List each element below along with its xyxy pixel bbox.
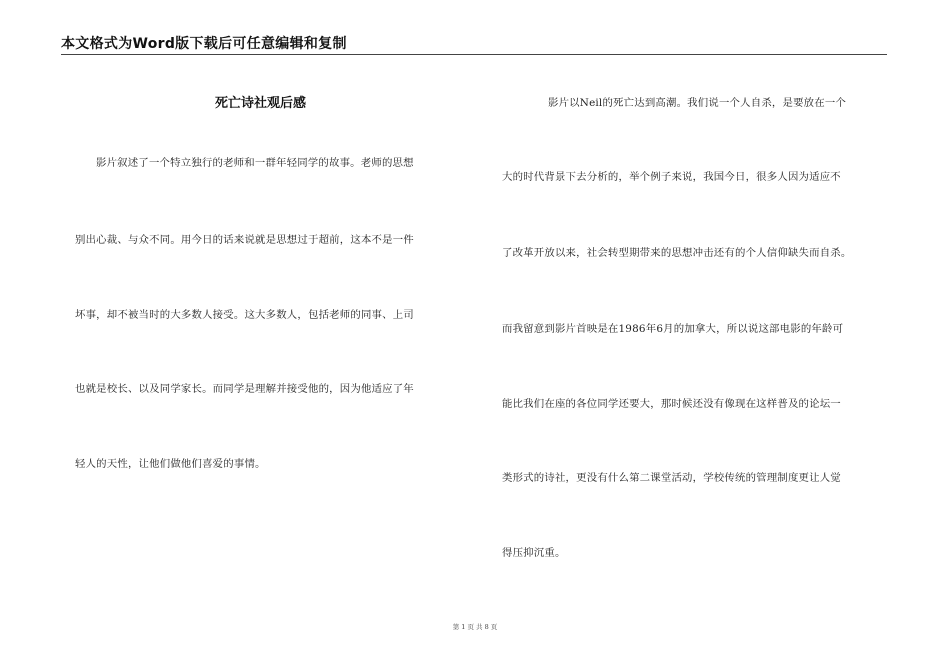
left-paragraph-line: 影片叙述了一个特立独行的老师和一群年轻同学的故事。老师的思想 (96, 157, 414, 169)
right-paragraph-line: 大的时代背景下去分析的，举个例子来说，我国今日，很多人因为适应不 (502, 171, 841, 183)
left-paragraph-line: 轻人的天性，让他们做他们喜爱的事情。 (75, 458, 266, 470)
document-header-banner: 本文格式为Word版下载后可任意编辑和复制 (61, 36, 347, 52)
document-title: 死亡诗社观后感 (215, 96, 307, 111)
right-paragraph-line: 了改革开放以来，社会转型期带来的思想冲击还有的个人信仰缺失而自杀。 (502, 247, 852, 259)
page-number-footer: 第 1 页 共 8 页 (452, 623, 498, 631)
left-paragraph-line: 别出心裁、与众不同。用今日的话来说就是思想过于超前，这本不是一件 (75, 234, 414, 246)
right-paragraph-line: 而我留意到影片首映是在1986年6月的加拿大，所以说这部电影的年龄可 (502, 323, 844, 335)
header-divider (61, 54, 887, 55)
right-paragraph-line: 影片以Neil的死亡达到高潮。我们说一个人自杀，是要放在一个 (548, 97, 847, 109)
right-paragraph-line: 得压抑沉重。 (502, 547, 566, 559)
right-paragraph-line: 类形式的诗社，更没有什么第二课堂活动，学校传统的管理制度更让人觉 (502, 472, 841, 484)
left-paragraph-line: 坏事，却不被当时的大多数人接受。这大多数人，包括老师的同事、上司 (75, 309, 414, 321)
right-paragraph-line: 能比我们在座的各位同学还要大，那时候还没有像现在这样普及的论坛一 (502, 398, 841, 410)
left-paragraph-line: 也就是校长、以及同学家长。而同学是理解并接受他的，因为他适应了年 (75, 383, 414, 395)
